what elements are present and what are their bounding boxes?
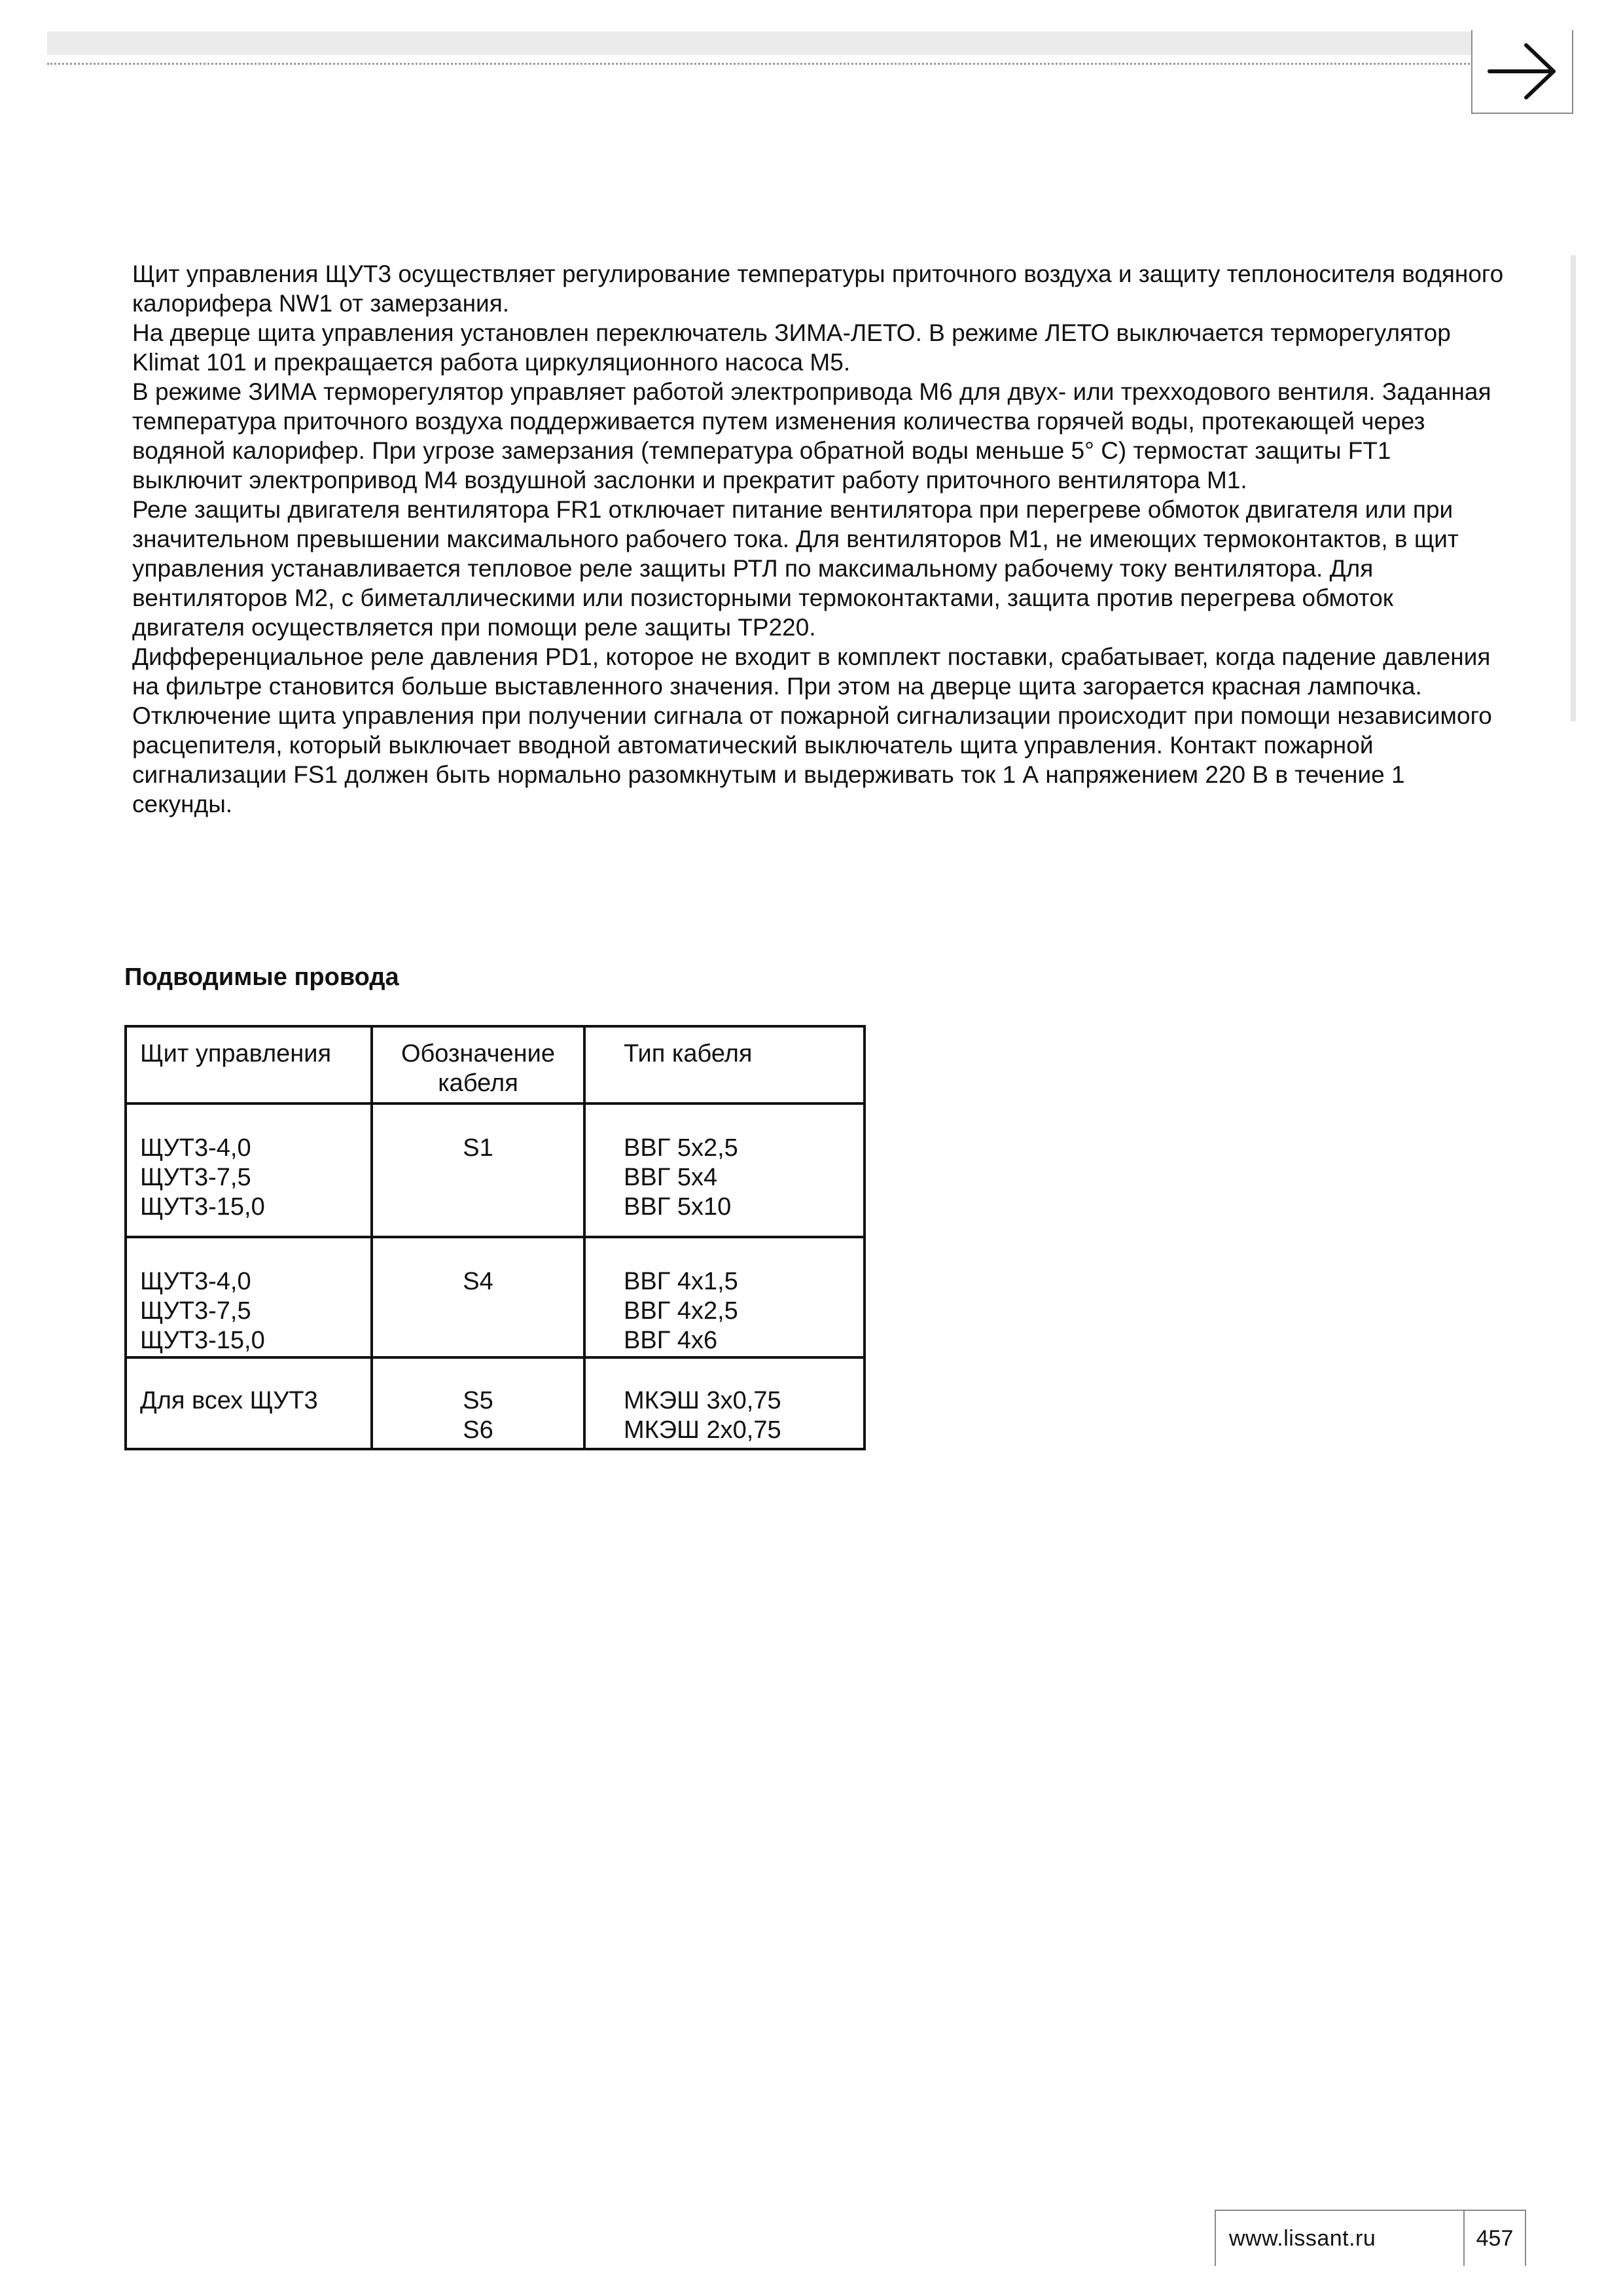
page-footer bbox=[1215, 2210, 1526, 2266]
table-row bbox=[126, 1237, 865, 1357]
table-row bbox=[126, 1103, 865, 1237]
panel-name: ЩУТ3-7,5 bbox=[140, 1164, 251, 1191]
page-number: 457 bbox=[1476, 2225, 1514, 2251]
arrow-right-icon bbox=[1486, 40, 1559, 103]
panel-name: ЩУТ3-4,0 bbox=[140, 1268, 251, 1295]
panel-name: ЩУТ3-4,0 bbox=[140, 1134, 251, 1162]
cable-type-cell bbox=[584, 1237, 865, 1357]
panel-name: Для всех ЩУТ3 bbox=[140, 1387, 318, 1414]
description-text bbox=[132, 259, 1507, 819]
paragraph-season-switch: На дверце щита управления установлен переключатель ЗИМА-ЛЕТО. В режиме ЛЕТО выключается терморегулятор Klimat 101 и прекращается работа циркуляционного насоса M5. bbox=[132, 319, 1451, 376]
panel-cell bbox=[126, 1357, 372, 1449]
column-header-panel: Щит управления bbox=[126, 1026, 372, 1103]
cable-type-cell bbox=[584, 1357, 865, 1449]
cable-type: ВВГ 4х6 bbox=[624, 1327, 718, 1354]
cable-type-cell bbox=[584, 1103, 865, 1237]
table-header-row bbox=[126, 1026, 865, 1103]
panel-cell bbox=[126, 1103, 372, 1237]
panel-cell bbox=[126, 1237, 372, 1357]
scroll-indicator bbox=[1571, 255, 1576, 721]
column-header-cable-designation: Обозначение кабеля bbox=[372, 1026, 584, 1103]
cable-designation-cell bbox=[372, 1357, 584, 1449]
cable-type: МКЭШ 3х0,75 bbox=[624, 1387, 781, 1414]
cable-type: МКЭШ 2х0,75 bbox=[624, 1416, 781, 1444]
next-page-button[interactable] bbox=[1471, 30, 1573, 114]
panel-name: ЩУТ3-15,0 bbox=[140, 1193, 265, 1221]
cable-type: ВВГ 5х10 bbox=[624, 1193, 732, 1221]
paragraph-fire-alarm: Отключение щита управления при получении сигнала от пожарной сигнализации происходит при помощи независимого расцепителя, который выключает вводной автоматический выключатель щита управления. Контакт пожарной сигнализации FS1 должен быть нормально разомкнутым и выдерживать ток 1 А напряжением 220 В в течение 1 секунды. bbox=[132, 702, 1492, 817]
column-header-cable-type: Тип кабеля bbox=[584, 1026, 865, 1103]
section-heading: Подводимые провода bbox=[124, 963, 399, 991]
wires-table bbox=[124, 1025, 866, 1450]
header-band bbox=[47, 31, 1474, 55]
panel-name: ЩУТ3-7,5 bbox=[140, 1297, 251, 1325]
header-divider bbox=[47, 63, 1474, 65]
website-link[interactable]: www.lissant.ru bbox=[1216, 2211, 1465, 2266]
paragraph-intro: Щит управления ЩУТ3 осуществляет регулирование температуры приточного воздуха и защиту теплоносителя водяного калорифера NW1 от замерзания. bbox=[132, 260, 1504, 317]
cable-designation: S5 bbox=[463, 1387, 493, 1414]
paragraph-motor-protection: Реле защиты двигателя вентилятора FR1 отключает питание вентилятора при перегреве обмоток двигателя или при значительном превышении максимального рабочего тока. Для вентиляторов М1, не имеющих термоконтактов, в щит управления устанавливается тепловое реле защиты РТЛ по максимальному рабочему току вентилятора. Для вентиляторов М2, с биметаллическими или позисторными термоконтактами, защита против перегрева обмоток двигателя осуществляется при помощи реле защиты ТР220. bbox=[132, 496, 1459, 641]
cable-type: ВВГ 5х4 bbox=[624, 1164, 718, 1191]
cable-type: ВВГ 5х2,5 bbox=[624, 1134, 738, 1162]
cable-designation: S1 bbox=[463, 1134, 493, 1162]
cable-designation: S4 bbox=[463, 1268, 493, 1295]
cable-type: ВВГ 4х2,5 bbox=[624, 1297, 738, 1325]
panel-name: ЩУТ3-15,0 bbox=[140, 1327, 265, 1354]
cable-designation-cell bbox=[372, 1103, 584, 1237]
cable-type: ВВГ 4х1,5 bbox=[624, 1268, 738, 1295]
cable-designation: S6 bbox=[463, 1416, 493, 1444]
paragraph-pressure-relay: Дифференциальное реле давления PD1, которое не входит в комплект поставки, срабатывает, когда падение давления на фильтре становится больше выставленного значения. При этом на дверце щита загорается красная лампочка. bbox=[132, 643, 1491, 700]
table-row bbox=[126, 1357, 865, 1449]
cable-designation-cell bbox=[372, 1237, 584, 1357]
paragraph-winter-mode: В режиме ЗИМА терморегулятор управляет работой электропривода М6 для двух- или трехходового вентиля. Заданная температура приточного воздуха поддерживается путем изменения количества горячей воды, протекающей через водяной калорифер. При угрозе замерзания (температура обратной воды меньше 5° С) термостат защиты FT1 выключит электропривод М4 воздушной заслонки и прекратит работу приточного вентилятора М1. bbox=[132, 378, 1491, 493]
